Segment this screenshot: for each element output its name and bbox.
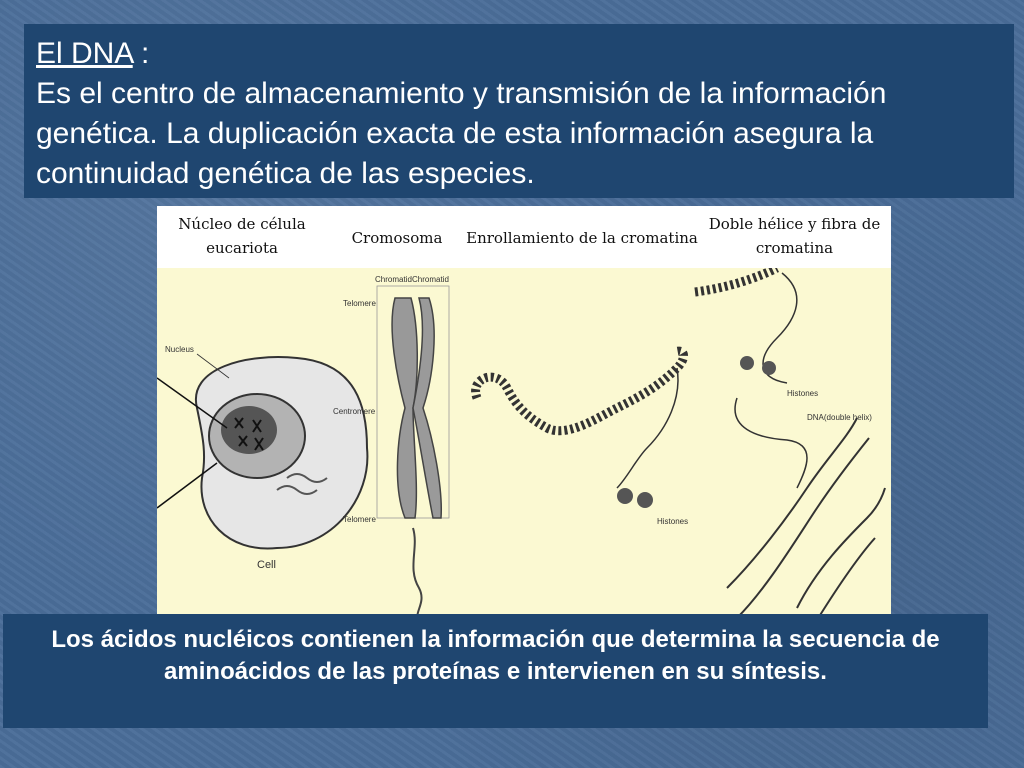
footer-text: Los ácidos nucléicos contienen la información que determina la secuencia de aminoácidos de las proteínas e intervienen en su síntesis.: [51, 626, 940, 685]
column-title-chromatin-coiling: Enrollamiento de la cromatina: [466, 229, 698, 247]
footer-panel: [3, 614, 988, 728]
slide-heading: El DNA: [36, 37, 133, 70]
label-centromere: Centromere: [333, 407, 376, 416]
label-chromatid-right: Chromatid: [412, 275, 449, 284]
label-nucleus: Nucleus: [165, 345, 194, 354]
label-cell: Cell: [257, 559, 276, 571]
label-telomere-bottom: Telomere: [343, 515, 376, 524]
column-title-nucleus: Núcleo de célula eucariota: [178, 215, 306, 257]
label-histones-right: Histones: [787, 389, 819, 398]
label-histones-middle: Histones: [657, 517, 689, 526]
column-title-double-helix: Doble hélice y fibra de cromatina: [708, 215, 881, 257]
cell-illustration: [157, 345, 367, 571]
slide-body-text: Es el centro de almacenamiento y transmisión de la información genética. La duplicación exacta de esta información asegura la continuidad genética de las especies.: [36, 77, 887, 190]
label-chromatid-left: Chromatid: [375, 275, 412, 284]
column-title-chromosome: Cromosoma: [351, 229, 443, 247]
dna-figure: [157, 206, 891, 620]
title-panel: [24, 24, 1014, 198]
figure-illustration: [157, 268, 891, 620]
heading-colon: :: [132, 37, 150, 70]
chromatin-coiling-illustration: [476, 351, 689, 526]
double-helix-illustration: [695, 268, 885, 620]
label-telomere-top: Telomere: [343, 299, 376, 308]
label-dna-double-helix: DNA(double helix): [807, 413, 872, 422]
